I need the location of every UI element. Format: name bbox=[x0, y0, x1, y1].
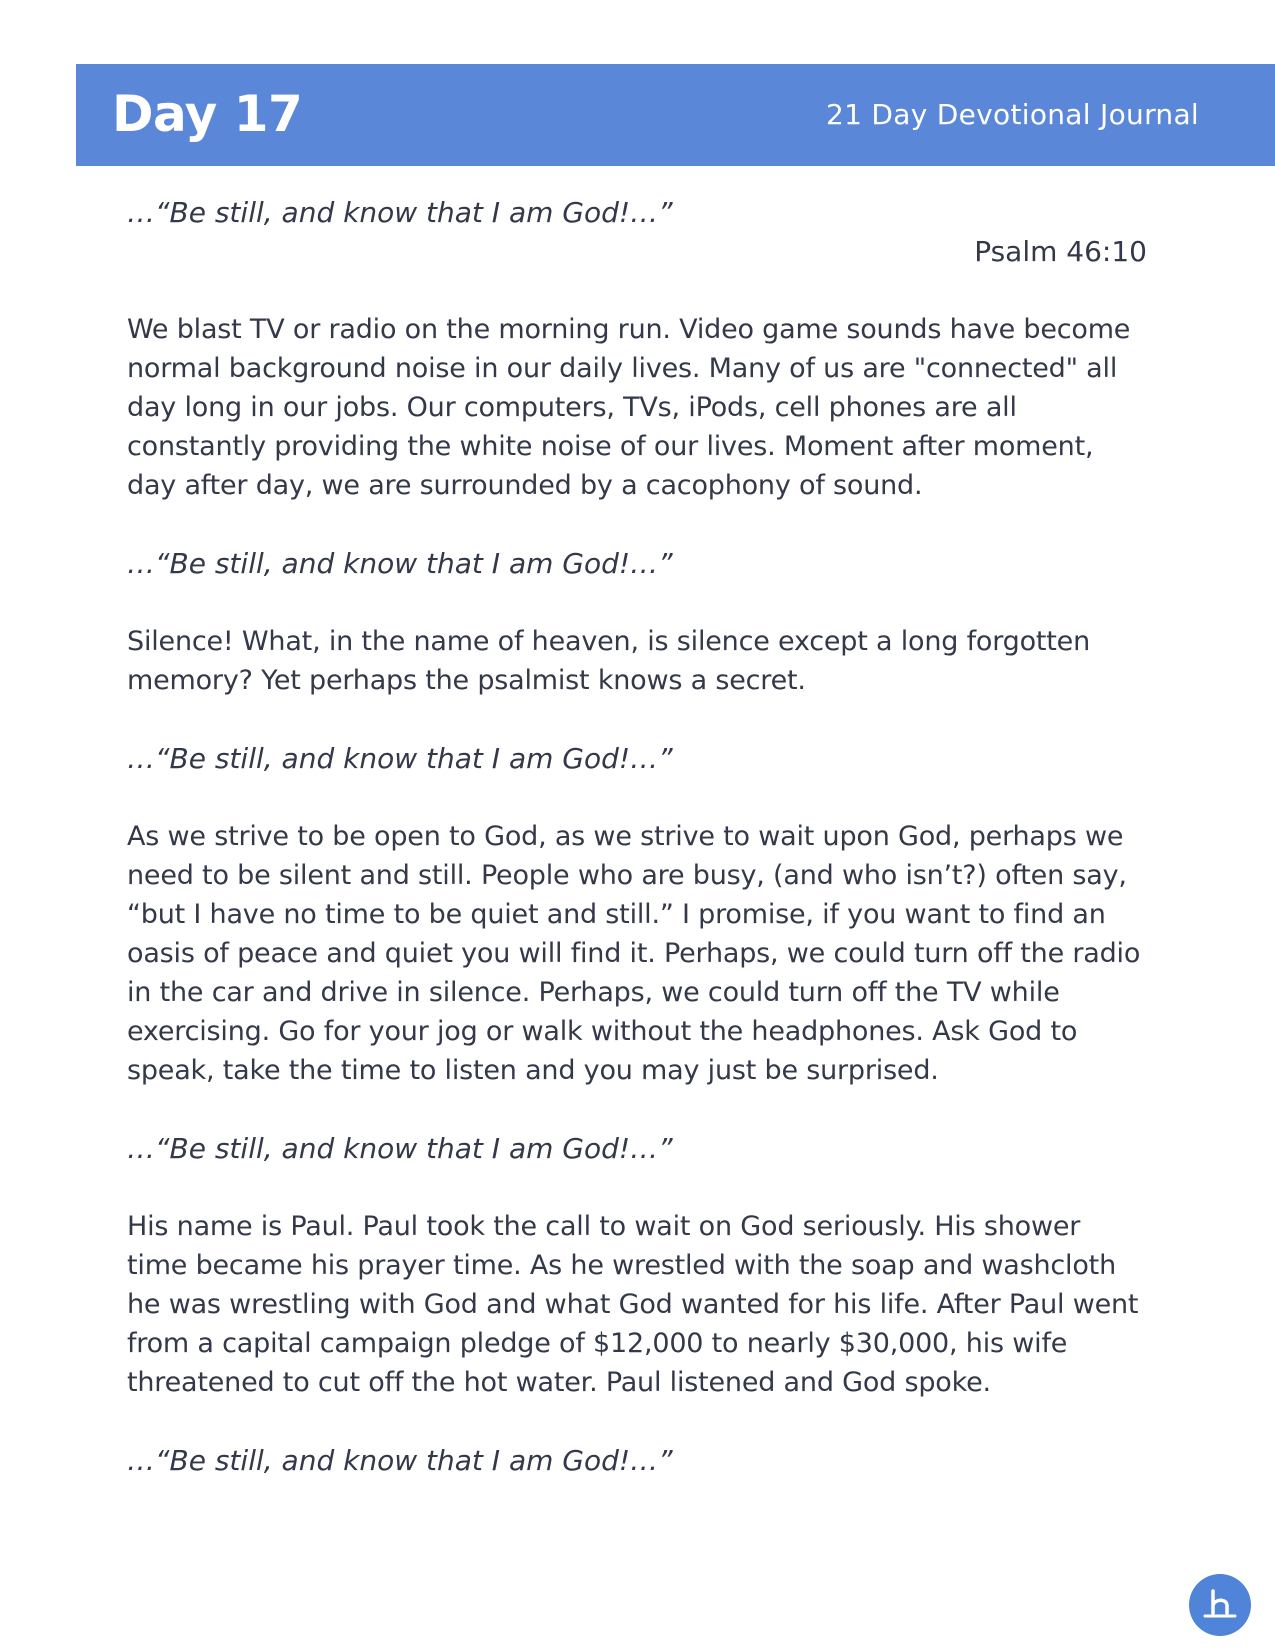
paragraph: Silence! What, in the name of heaven, is silence except a long forgotten memory? Yet perhaps the psalmist knows a secret. bbox=[127, 626, 1090, 696]
devotional-body bbox=[127, 193, 1147, 1480]
paragraph: We blast TV or radio on the morning run. Video game sounds have become normal background noise in our daily lives. Many of us are "connected" all day long in our jobs. Our computers, TVs, iPods, cell phones are all constantly providing the white noise of our lives. Moment after moment, day after day, we are surrounded by a cacophony of sound. bbox=[127, 314, 1131, 501]
verse-refrain: …“Be still, and know that I am God!…” bbox=[127, 1132, 673, 1165]
journal-title: 21 Day Devotional Journal bbox=[825, 98, 1199, 131]
paragraph: His name is Paul. Paul took the call to wait on God seriously. His shower time became his prayer time. As he wrestled with the soap and washcloth he was wrestling with God and what God wanted for his life. After Paul went from a capital campaign pledge of $12,000 to nearly $30,000, his wife threatened to cut off the hot water. Paul listened and God spoke. bbox=[127, 1211, 1139, 1398]
verse-refrain: …“Be still, and know that I am God!…” bbox=[127, 742, 673, 775]
verse-refrain: …“Be still, and know that I am God!…” bbox=[127, 196, 673, 229]
day-title: Day 17 bbox=[112, 85, 303, 143]
verse-refrain: …“Be still, and know that I am God!…” bbox=[127, 547, 673, 580]
verse-refrain: …“Be still, and know that I am God!…” bbox=[127, 1444, 673, 1477]
h-logo-glyph bbox=[1198, 1583, 1242, 1627]
h-logo-icon bbox=[1189, 1574, 1251, 1636]
header-band bbox=[76, 64, 1275, 166]
paragraph: As we strive to be open to God, as we strive to wait upon God, perhaps we need to be silent and still. People who are busy, (and who isn’t?) often say, “but I have no time to be quiet and still.” I promise, if you want to find an oasis of peace and quiet you will find it. Perhaps, we could turn off the radio in the car and drive in silence. Perhaps, we could turn off the TV while exercising. Go for your jog or walk without the headphones. Ask God to speak, take the time to listen and you may just be surprised. bbox=[127, 821, 1141, 1086]
verse-reference: Psalm 46:10 bbox=[974, 235, 1147, 268]
